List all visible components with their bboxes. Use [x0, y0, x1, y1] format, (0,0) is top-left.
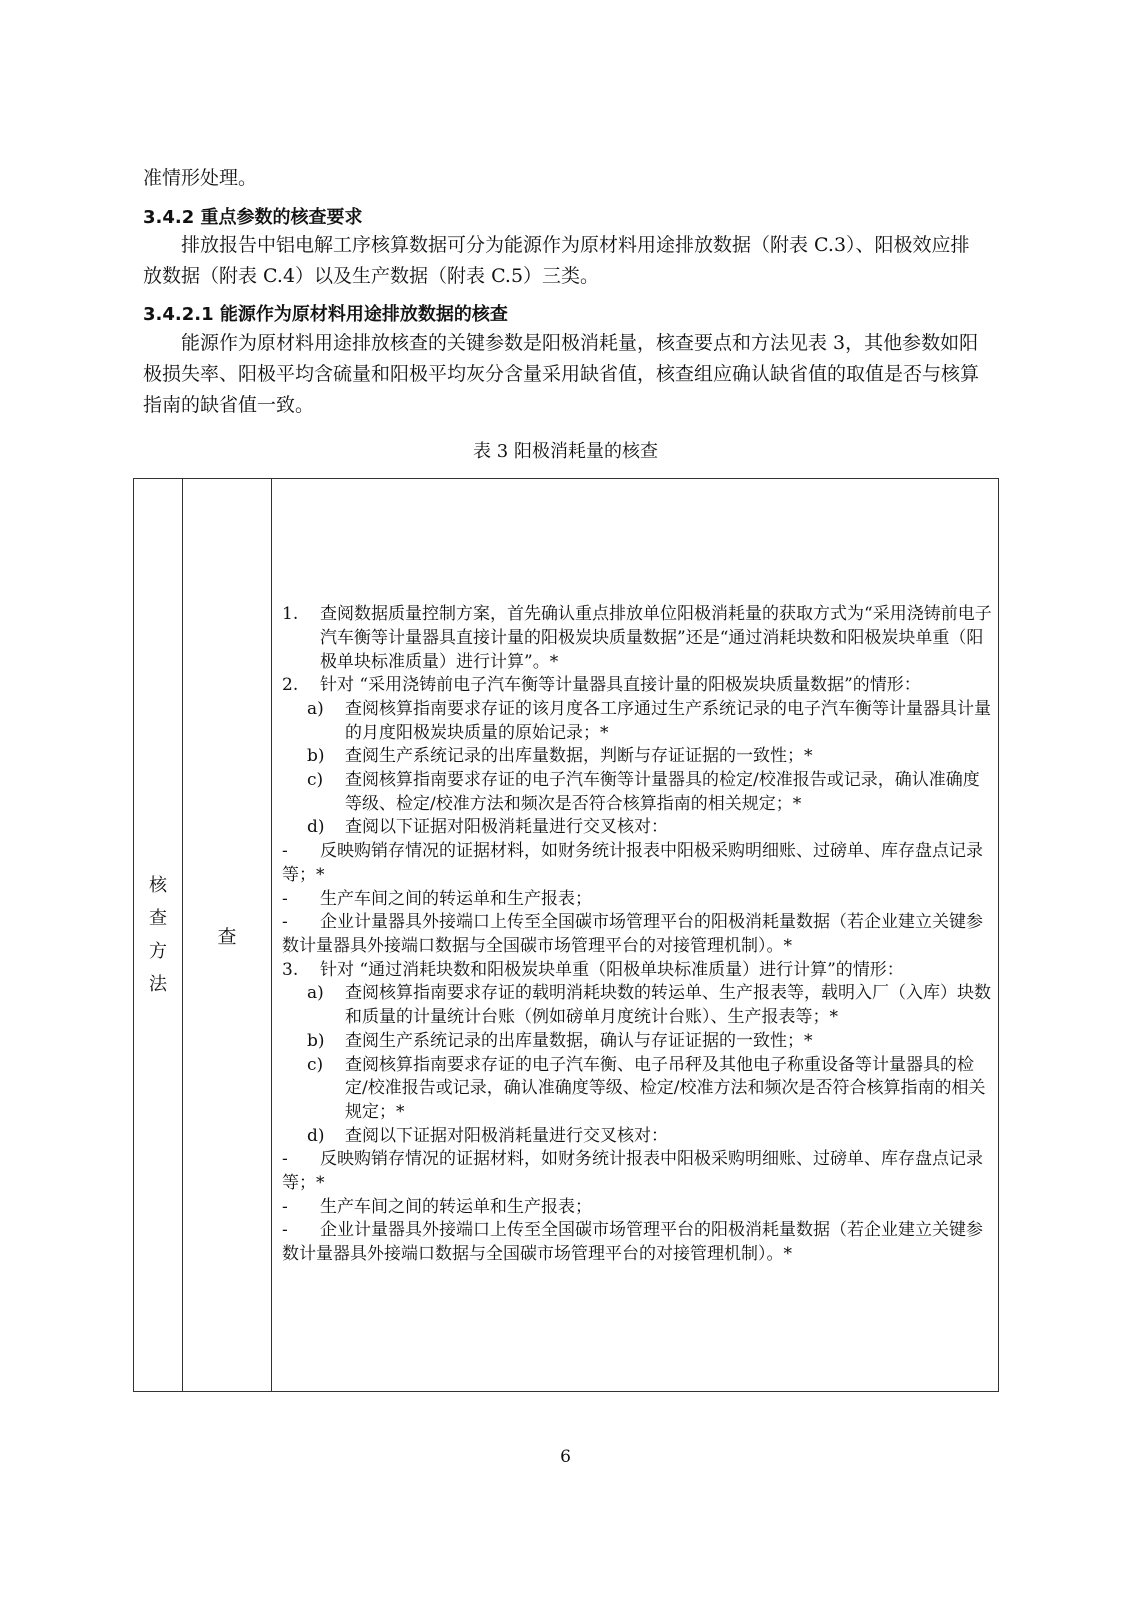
item-label: d): [307, 817, 325, 838]
item-label: c): [307, 1054, 324, 1075]
procedure-item: [282, 959, 992, 983]
procedure-cell: [272, 479, 999, 1392]
section-heading-3-4-2: 3.4.2 重点参数的核查要求: [143, 207, 363, 228]
table-caption: 表 3 阳极消耗量的核查: [473, 441, 658, 462]
item-text: 针对 “通过消耗块数和阳极炭块单重（阳极单块标准质量）进行计算”的情形：: [320, 959, 904, 980]
procedure-item: [282, 840, 992, 887]
item-label: -: [282, 841, 288, 862]
item-text: 反映购销存情况的证据材料，如财务统计报表中阳极采购明细账、过磅单、库存盘点记录等；*: [282, 841, 983, 885]
paragraph-continuation: 准情形处理。: [143, 167, 258, 189]
procedure-item: [282, 745, 992, 769]
item-text: 查阅以下证据对阳极消耗量进行交叉核对：: [345, 1125, 668, 1146]
item-label: a): [307, 983, 324, 1004]
procedure-item: [282, 698, 992, 745]
item-text: 查阅核算指南要求存证的载明消耗块数的转运单、生产报表等，载明入厂（入库）块数和质量的计量统计台账（例如磅单月度统计台账）、生产报表等；*: [345, 983, 991, 1028]
item-text: 查阅生产系统记录的出库量数据，确认与存证证据的一致性；*: [345, 1030, 813, 1051]
item-text: 查阅数据质量控制方案，首先确认重点排放单位阳极消耗量的获取方式为“采用浇铸前电子汽车衡等计量器具直接计量的阳极炭块质量数据”还是“通过消耗块数和阳极炭块单重（阳极单块标准质量）进行计算”。*: [320, 604, 992, 672]
page-number: 6: [560, 1447, 571, 1467]
procedure-item: [282, 1196, 992, 1220]
category-cell: [134, 479, 183, 1392]
item-label: -: [282, 912, 288, 933]
item-text: 企业计量器具外接端口上传至全国碳市场管理平台的阳极消耗量数据（若企业建立关键参数计量器具外接端口数据与全国碳市场管理平台的对接管理机制）。*: [282, 912, 983, 956]
procedure-list: [282, 603, 992, 1267]
procedure-item: [282, 603, 992, 674]
procedure-item: [282, 816, 992, 840]
procedure-item: [282, 1148, 992, 1195]
item-label: -: [282, 888, 288, 909]
item-text: 查阅核算指南要求存证的电子汽车衡、电子吊秤及其他电子称重设备等计量器具的检定/校准报告或记录，确认准确度等级、检定/校准方法和频次是否符合核算指南的相关规定；*: [345, 1054, 986, 1122]
item-text: 针对 “采用浇铸前电子汽车衡等计量器具直接计量的阳极炭块质量数据”的情形：: [320, 675, 921, 696]
item-text: 生产车间之间的转运单和生产报表；: [320, 1196, 592, 1217]
method-cell: [183, 479, 272, 1392]
table-row: [134, 479, 999, 1392]
item-text: 反映购销存情况的证据材料，如财务统计报表中阳极采购明细账、过磅单、库存盘点记录等；*: [282, 1149, 983, 1194]
procedure-item: [282, 982, 992, 1029]
item-label: d): [307, 1125, 325, 1146]
procedure-item: [282, 1030, 992, 1054]
item-text: 查阅核算指南要求存证的该月度各工序通过生产系统记录的电子汽车衡等计量器具计量的月度阳极炭块质量的原始记录；*: [345, 698, 991, 743]
item-text: 查阅生产系统记录的出库量数据，判断与存证证据的一致性；*: [345, 746, 813, 767]
paragraph-3-4-2-1: 能源作为原材料用途排放核查的关键参数是阳极消耗量，核查要点和方法见表 3，其他参数如阳极损失率、阳极平均含硫量和阳极平均灰分含量采用缺省值，核查组应确认缺省值的取值是否与核算指南的缺省值一致。: [143, 332, 980, 416]
procedure-item: [282, 911, 992, 958]
category-label: 核查方法: [149, 875, 167, 995]
procedure-item: [282, 1054, 992, 1125]
item-label: b): [307, 1030, 325, 1051]
item-label: 2.: [282, 675, 299, 696]
method-label: 查: [217, 925, 237, 948]
item-text: 生产车间之间的转运单和生产报表；: [320, 888, 592, 909]
procedure-item: [282, 888, 992, 912]
item-label: -: [282, 1220, 288, 1241]
item-label: -: [282, 1196, 288, 1217]
item-label: 1.: [282, 604, 299, 625]
section-heading-3-4-2-1: 3.4.2.1 能源作为原材料用途排放数据的核查: [143, 304, 508, 325]
procedure-item: [282, 769, 992, 816]
paragraph-3-4-2: 排放报告中铝电解工序核算数据可分为能源作为原材料用途排放数据（附表 C.3）、阳极效应排放数据（附表 C.4）以及生产数据（附表 C.5）三类。: [143, 234, 970, 287]
item-label: 3.: [282, 959, 299, 980]
anode-consumption-check-table: [133, 478, 999, 1392]
item-text: 企业计量器具外接端口上传至全国碳市场管理平台的阳极消耗量数据（若企业建立关键参数计量器具外接端口数据与全国碳市场管理平台的对接管理机制）。*: [282, 1220, 983, 1265]
procedure-item: [282, 1125, 992, 1149]
item-label: -: [282, 1149, 288, 1170]
item-label: b): [307, 746, 325, 767]
procedure-item: [282, 1219, 992, 1266]
item-label: a): [307, 698, 324, 719]
item-label: c): [307, 770, 324, 791]
item-text: 查阅核算指南要求存证的电子汽车衡等计量器具的检定/校准报告或记录，确认准确度等级、检定/校准方法和频次是否符合核算指南的相关规定；*: [345, 770, 980, 814]
item-text: 查阅以下证据对阳极消耗量进行交叉核对：: [345, 817, 668, 838]
procedure-item: [282, 674, 992, 698]
